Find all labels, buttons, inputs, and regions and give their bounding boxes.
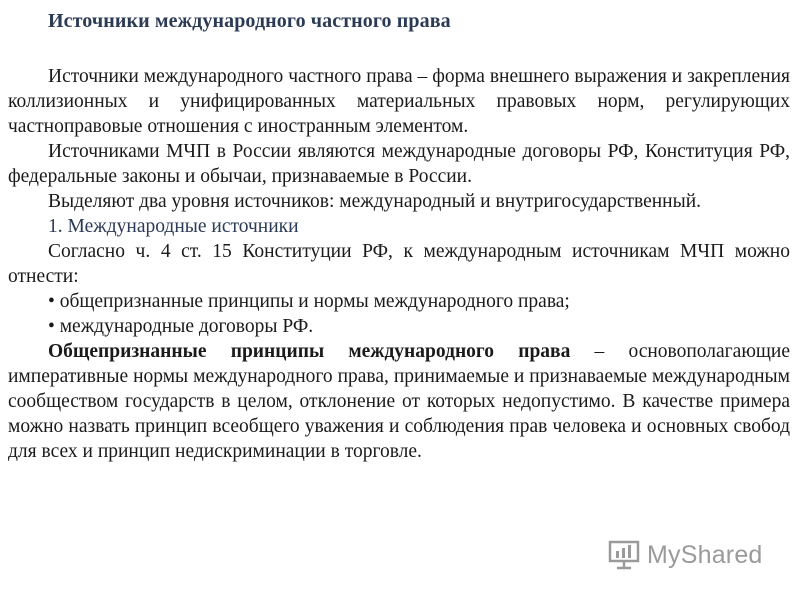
myshared-watermark — [607, 540, 763, 570]
paragraph-general-principles — [8, 339, 790, 464]
slide-title: Источники международного частного права — [48, 10, 451, 32]
slide-body — [8, 64, 790, 464]
list-item-treaties: • международные договоры РФ. — [48, 316, 314, 337]
paragraph-sources-russia: Источниками МЧП в России являются международные договоры РФ, Конституция РФ, федеральные законы и обычаи, признаваемые в России. — [8, 141, 790, 187]
term-general-principles: Общепризнанные принципы международного права — [48, 341, 571, 362]
paragraph-levels: Выделяют два уровня источников: международный и внутригосударственный. — [48, 191, 702, 212]
paragraph-definition: Источники международного частного права – форма внешнего выражения и закрепления коллизионных и унифицированных материальных правовых норм, регулирующих частноправовые отношения с иностранным элементом. — [8, 66, 790, 137]
list-item-principles: • общепризнанные принципы и нормы международного права; — [48, 291, 570, 312]
paragraph-constitution: Согласно ч. 4 ст. 15 Конституции РФ, к международным источникам МЧП можно отнести: — [8, 241, 790, 287]
presentation-board-icon — [607, 540, 641, 570]
watermark-text: MyShared — [647, 540, 763, 569]
definition-general-principles: – основополагающие императивные нормы международного права, принимаемые и признаваемые международным сообществом государств в целом, отклонение от которых недопустимо. В качестве примера можно назвать принцип всеобщего уважения и соблюдения прав человека и основных свобод для всех и принцип недискриминации в торговле. — [8, 341, 790, 462]
section-heading-international: 1. Международные источники — [48, 216, 299, 237]
